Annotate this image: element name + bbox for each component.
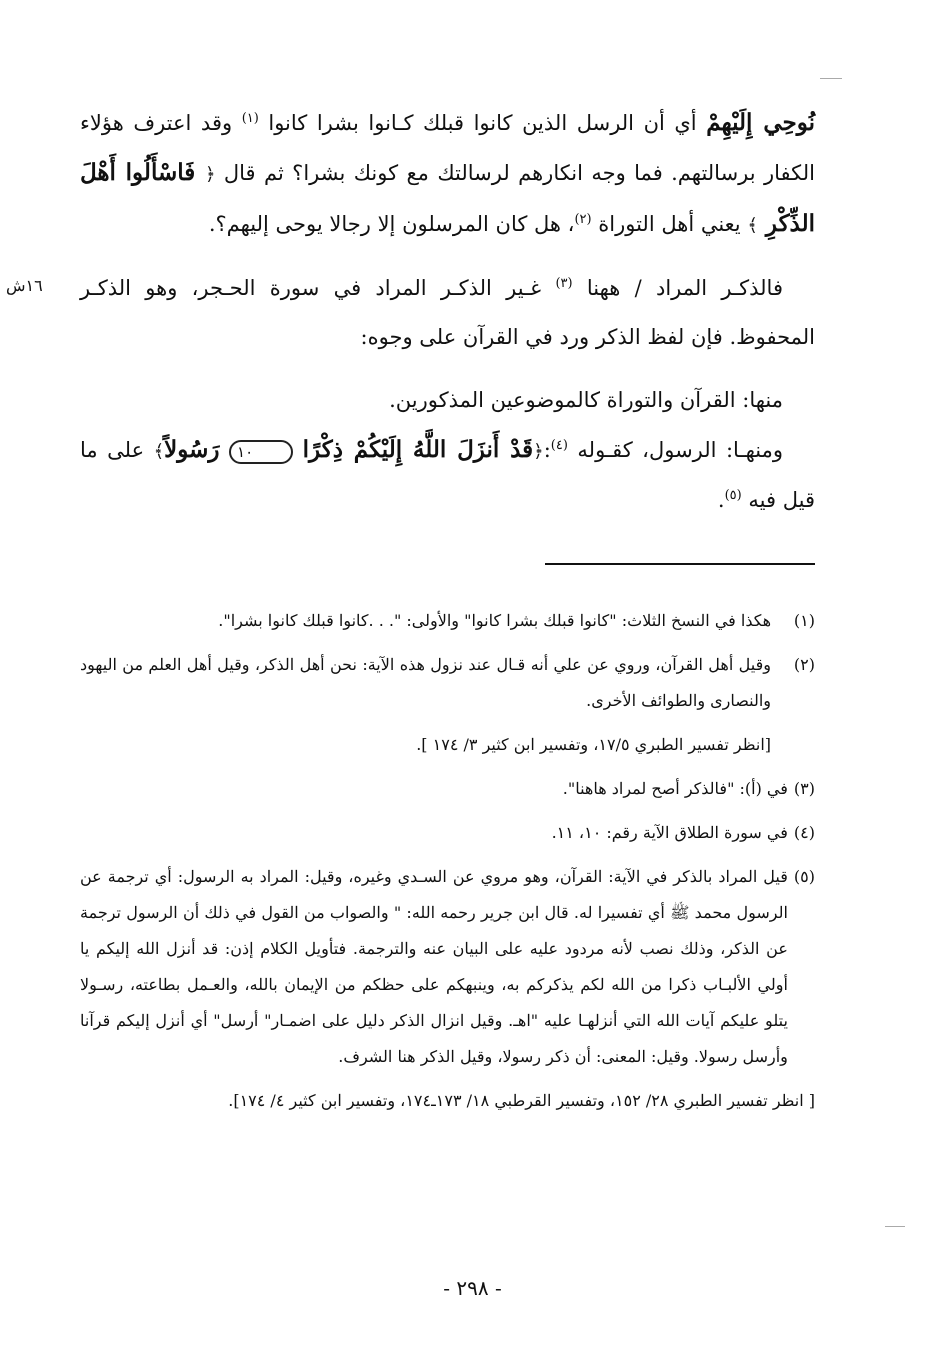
footnote-number: (٣): [793, 779, 815, 798]
footnote-2-source: [80, 727, 815, 763]
footnote-text: هكذا في النسخ الثلاث: "كانوا قبلك بشرا كانوا" والأولى: ". . .كانوا قبلك كانوا بشرا".: [218, 611, 771, 630]
footnote-text: وقيل أهل القرآن، وروي عن علي أنه قـال عند نزول هذه الآية: نحن أهل الذكر، وقيل أهل العلم من اليهود والنصارى والطوائف الأخرى.: [80, 655, 771, 710]
quran-quote: رَسُولاً: [164, 436, 220, 463]
paragraph-2: فالذكـر المراد / ههنا $^{(٣)}$ غـير الذكـر المراد في سورة الحـجر، وهو الذكـر المحفوظ. فإن لفظ الذكر ورد في القرآن على وجوه:: [80, 276, 815, 349]
footnote-source: [ انظر تفسير الطبري ٢٨/ ١٥٢، وتفسير القرطبي ١٨/ ١٧٣ـ١٧٤، وتفسير ابن كثير ٤/ ١٧٤].: [228, 1091, 815, 1110]
footnotes: [80, 603, 815, 1127]
footnote-1: [80, 603, 815, 639]
footnote-text: في سورة الطلاق الآية رقم: ١٠، ١١.: [551, 823, 788, 842]
footnote-4: [80, 815, 815, 851]
footnote-ref-4[interactable]: (٤): [550, 438, 568, 453]
quran-bracket-close: ﴾: [153, 441, 165, 462]
footnote-divider: [545, 563, 815, 565]
quran-bracket-open: ﴿: [533, 441, 544, 462]
footnote-source: [انظر تفسير الطبري ١٧/٥، وتفسير ابن كثير ٣/ ١٧٤ ].: [416, 735, 771, 754]
main-text: [80, 98, 815, 525]
footnote-3: [80, 771, 815, 807]
footnote-number: (٤): [793, 823, 815, 842]
footnote-text: قيل المراد بالذكر في الآية: القرآن، وهو مروي عن السـدي وغيره، وقيل: المراد به الرسول: أي ترجمة عن الرسول محمد ﷺ أي تفسيرا له. قال ابن جرير رحمه الله: " والصواب من القول في ذلك أن الرسول ترجمة عن الذكر، وذلك نصب لأنه مردود عليه على البيان عنه والترجمة. فتأويل الكلام إذن: قد أنزل الله إليكم يا أولي الألبـاب ذكرا من الله لكم يذكركم به، وينبهكم على حظكم من الإيمان بالله، والعـمل بطاعته، رسـولا يتلو عليكم آيات الله التي أنزلهـا عليه "اهـ. وقيل انزال الذكر دليل على اضمـار" أرسل" أي أنزل إليكم قرآنا وأرسل رسولا. وقيل: المعنى: أن ذكر رسولا، وقيل الذكر هنا الشرف.: [80, 867, 788, 1066]
footnote-ref-1[interactable]: (١): [241, 111, 259, 126]
scan-artifact: [820, 78, 842, 79]
footnote-ref-5[interactable]: (٥): [724, 488, 742, 503]
paragraph-3: منها: القرآن والتوراة كالموضوعين المذكورين.: [389, 388, 783, 412]
ayah-number-marker: ١٠: [229, 440, 293, 464]
paragraph-1: نُوحِي إِلَيْهِمْ أي أن الرسل الذين كانوا قبلك كـانوا بشرا كانوا $^{(١)}$ وقد اعترف هؤلاء الكفار برسالتهم. فما وجه انكارهم لرسالتك مع كونك بشرا؟ ثم قال ﴿ فَاسْأَلُوا أَهْلَ الذِّكْرِ ﴾ يعني أهل التوراة $^{(٢)}$، هل كان المرسلون إلا رجالا يوحى إليهم؟.: [80, 109, 816, 237]
footnote-number: (١): [793, 611, 815, 630]
footnote-number: (٥): [793, 867, 815, 886]
quran-bracket-close: ﴾: [747, 215, 758, 236]
quran-quote: فَاسْأَلُوا أَهْلَ الذِّكْرِ: [80, 159, 815, 237]
footnote-5: [80, 859, 815, 1075]
footnote-ref-2[interactable]: (٢): [574, 212, 592, 227]
manuscript-folio-note: ١٦ش: [6, 276, 43, 295]
footnote-ref-3[interactable]: (٣): [555, 276, 573, 291]
paragraph-4: ومنهـا: الرسول، كقـوله $^{(٤)}$:﴿قَدْ أَنزَلَ اللَّهُ إِلَيْكُمْ ذِكْرًا ١٠ رَسُولاً﴾ على ما قيل فيه $^{(٥)}$.: [80, 436, 815, 512]
quran-bracket-open: ﴿: [204, 164, 216, 185]
footnote-text: في (أ): "فالذكر أصح لمراد هاهنا".: [562, 779, 788, 798]
footnote-2: [80, 647, 815, 719]
quran-quote: نُوحِي إِلَيْهِمْ: [706, 109, 816, 136]
footnote-5-source: [80, 1083, 815, 1119]
footnote-number: (٢): [793, 655, 815, 674]
page-number: - ٢٩٨ -: [443, 1276, 502, 1300]
scan-artifact: [885, 1226, 905, 1227]
quran-quote: قَدْ أَنزَلَ اللَّهُ إِلَيْكُمْ ذِكْرًا: [302, 436, 534, 463]
